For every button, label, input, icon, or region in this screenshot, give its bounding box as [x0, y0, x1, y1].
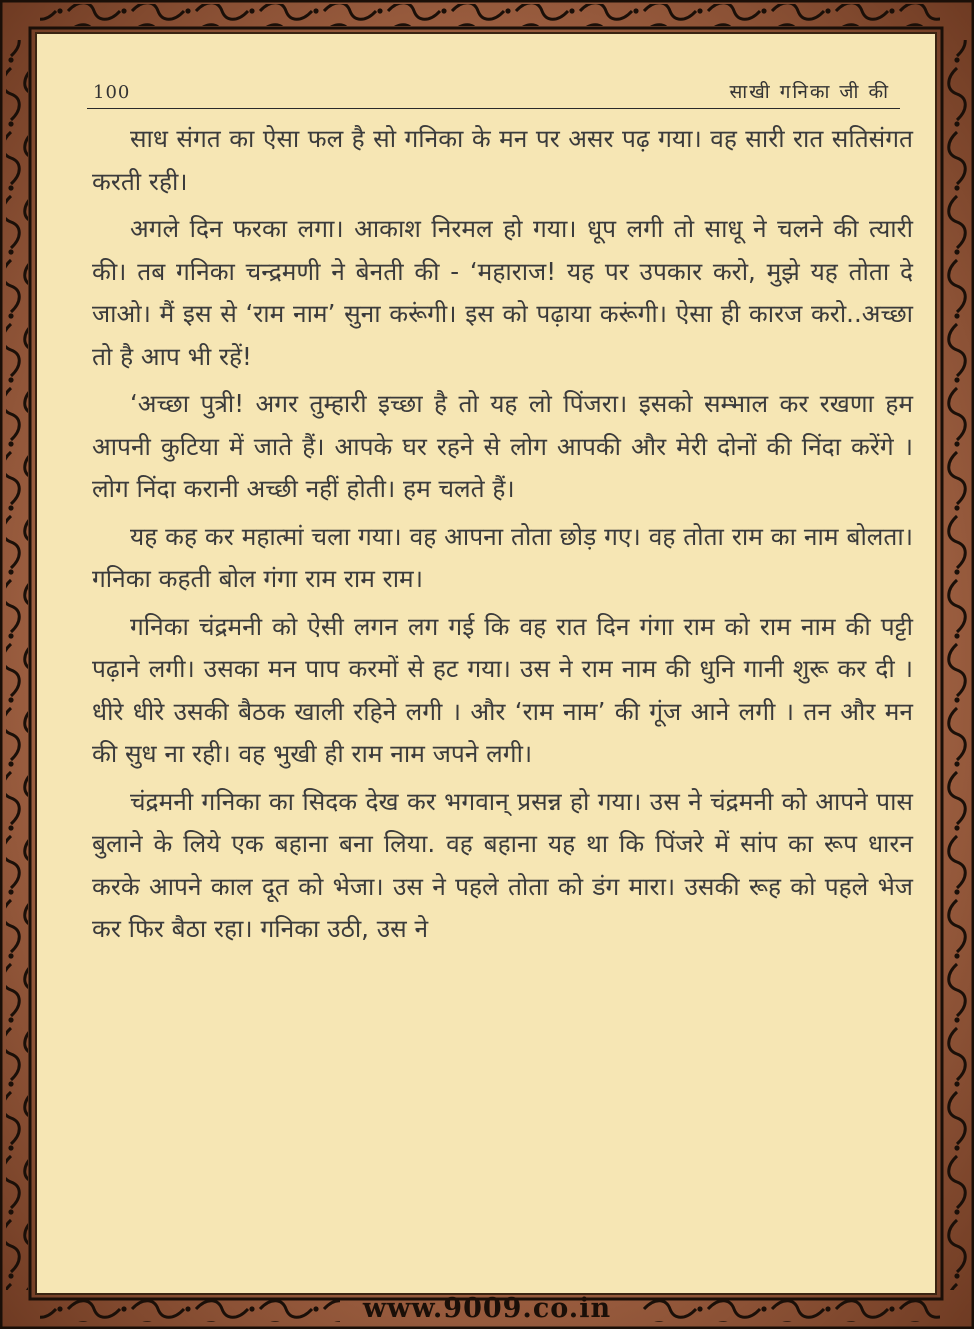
running-title: साखी गनिका जी की [729, 81, 890, 103]
page-header [87, 74, 900, 109]
paragraph: ‘अच्छा पुत्री! अगर तुम्हारी इच्छा है तो यह लो पिंजरा। इसको सम्भाल कर रखणा हम आपनी कुटिया में जाते हैं। आपके घर रहने से लोग आपकी और मेरी दोनों की निंदा करेंगे । लोग निंदा करानी अच्छी नहीं होती। हम चलते हैं। [92, 389, 913, 503]
paragraph: चंद्रमनी गनिका का सिदक देख कर भगवान् प्रसन्न हो गया। उस ने चंद्रमनी को आपने पास बुलाने के लिये एक बहाना बना लिया. वह बहाना यह था कि पिंजरे में सांप का रूप धारन करके आपने काल दूत को भेजा। उस ने पहले तोता को डंग मारा। उसकी रूह को पहले भेज कर फिर बैठा रहा। गनिका उठी, उस ने [92, 786, 913, 943]
paragraph: साध संगत का ऐसा फल है सो गनिका के मन पर असर पढ़ गया। वह सारी रात सतिसंगत करती रही। [92, 124, 913, 196]
paragraph: यह कह कर महात्मां चला गया। वह आपना तोता छोड़ गए। वह तोता राम का नाम बोलता। गनिका कहती बोल गंगा राम राम राम। [92, 521, 913, 593]
book-page [35, 32, 937, 1295]
paragraph: गनिका चंद्रमनी को ऐसी लगन लग गई कि वह रात दिन गंगा राम को राम नाम की पट्टी पढ़ाने लगी। उसका मन पाप करमों से हट गया। उस ने राम नाम की धुनि गानी शुरू कर दी । धीरे धीरे उसकी बैठक खाली रहिने लगी । और ‘राम नाम’ की गूंज आने लगी । तन और मन की सुध ना रही। वह भुखी ही राम नाम जपने लगी। [92, 611, 913, 768]
page-body [92, 118, 913, 951]
paragraph: अगले दिन फरका लगा। आकाश निरमल हो गया। धूप लगी तो साधू ने चलने की त्यारी की। तब गनिका चन्द्रमणी ने बेनती की - ‘महाराज! यह पर उपकार करो, मुझे यह तोता दे जाओ। मैं इस से ‘राम नाम’ सुना करूंगी। इस को पढ़ाया करूंगी। ऐसा ही कारज करो..अच्छा तो है आप भी रहें! [92, 214, 913, 371]
website-url: www.9009.co.in [362, 1293, 612, 1324]
page-number: 100 [93, 82, 131, 103]
